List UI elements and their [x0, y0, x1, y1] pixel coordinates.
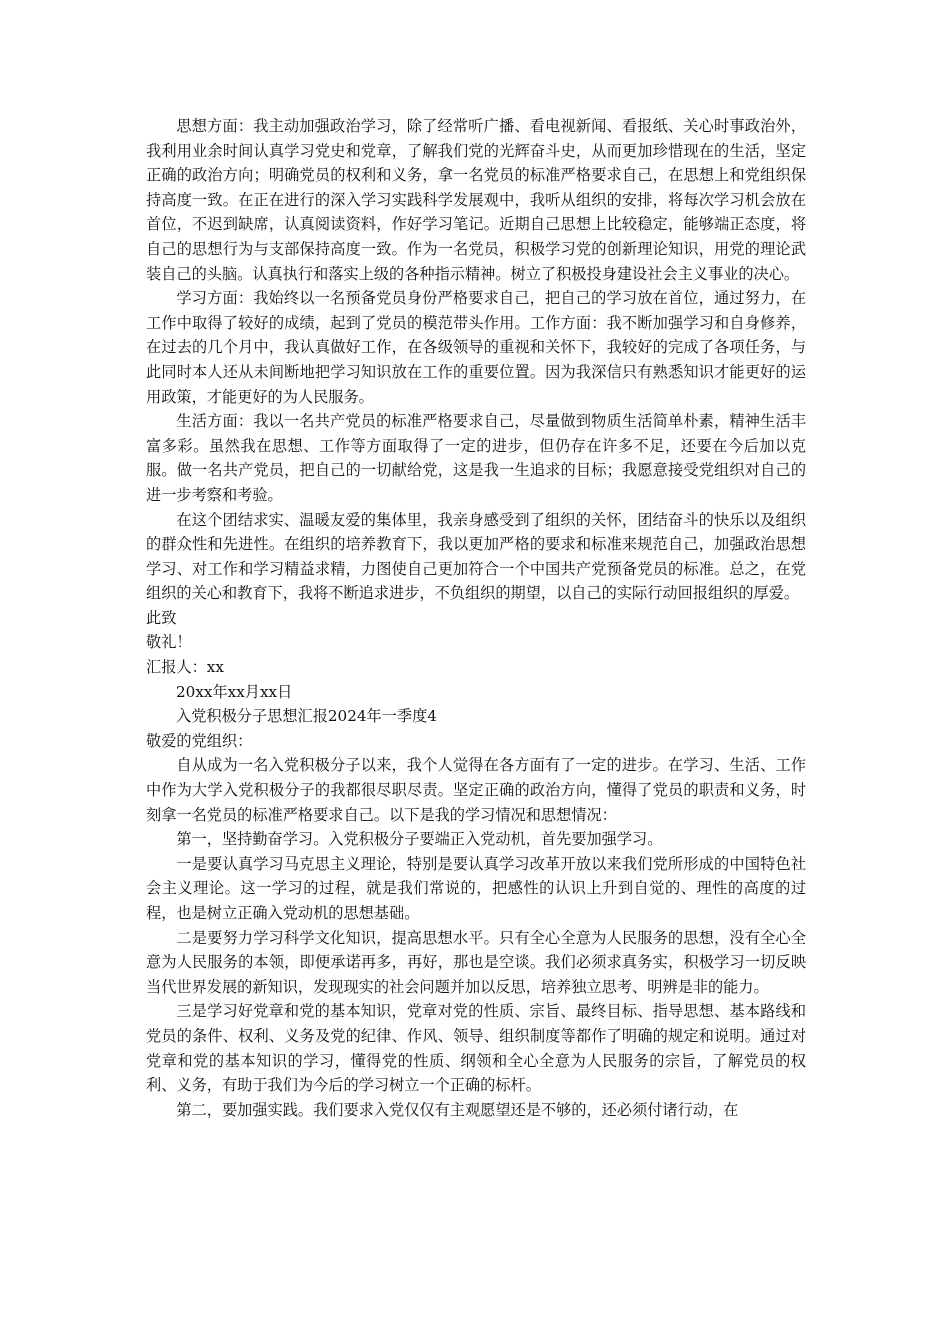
document-body — [146, 114, 806, 1122]
second-paragraph-practice: 第二，要加强实践。我们要求入党仅仅有主观愿望还是不够的，还必须付诸行动，在 — [176, 1100, 739, 1119]
second-paragraph-marxism: 一是要认真学习马克思主义理论，特别是要认真学习改革开放以来我们党所形成的中国特色社会主义理论。这一学习的过程，就是我们常说的，把感性的认识上升到自觉的、理性的高度的过程，也是树立正确入党动机的思想基础。 — [146, 854, 806, 922]
second-paragraph-science: 二是要努力学习科学文化知识，提高思想水平。只有全心全意为人民服务的思想，没有全心全意为人民服务的本领，即便承诺再多，再好，那也是空谈。我们必须求真务实，积极学习一切反映当代世界发展的新知识，发现现实的社会问题并加以反思，培养独立思考、明辨是非的能力。 — [146, 928, 806, 996]
reporter-line: 汇报人：xx — [146, 658, 224, 677]
second-paragraph-intro: 自从成为一名入党积极分子以来，我个人觉得在各方面有了一定的进步。在学习、生活、工作中作为大学入党积极分子的我都很尽职尽责。坚定正确的政治方向，懂得了党员的职责和义务，时刻拿一名党员的标准严格要求自己。以下是我的学习情况和思想情况： — [146, 756, 806, 824]
paragraph-study: 学习方面：我始终以一名预备党员身份严格要求自己，把自己的学习放在首位，通过努力，在工作中取得了较好的成绩，起到了党员的模范带头作用。工作方面：我不断加强学习和自身修养，在过去的几个月中，我认真做好工作，在各级领导的重视和关怀下，我较好的完成了各项任务，与此同时本人还从未间断地把学习知识放在工作的重要位置。因为我深信只有熟悉知识才能更好的运用政策，才能更好的为人民服务。 — [146, 289, 806, 406]
paragraph-thought: 思想方面：我主动加强政治学习，除了经常听广播、看电视新闻、看报纸、关心时事政治外，我利用业余时间认真学习党史和党章，了解我们党的光辉奋斗史，从而更加珍惜现在的生活，坚定正确的政治方向；明确党员的权利和义务，拿一名党员的标准严格要求自己，在思想上和党组织保持高度一致。在正在进行的深入学习实践科学发展观中，我听从组织的安排，将每次学习机会放在首位，不迟到缺席，认真阅读资料，作好学习笔记。近期自己思想上比较稳定，能够端正态度，将自己的思想行为与支部保持高度一致。作为一名党员，积极学习党的创新理论知识，用党的理论武装自己的头脑。认真执行和落实上级的各种指示精神。树立了积极投身建设社会主义事业的决心。 — [146, 117, 806, 283]
second-report-title: 入党积极分子思想汇报2024年一季度4 — [176, 707, 437, 726]
closing-line-1: 此致 — [146, 608, 177, 627]
date-line: 20xx年xx月xx日 — [176, 682, 293, 701]
paragraph-collective: 在这个团结求实、温暖友爱的集体里，我亲身感受到了组织的关怀，团结奋斗的快乐以及组织的群众性和先进性。在组织的培养教育下，我以更加严格的要求和标准来规范自己，加强政治思想学习、对工作和学习精益求精，力图使自己更加符合一个中国共产党预备党员的标准。总之，在党组织的关心和教育下，我将不断追求进步，不负组织的期望，以自己的实际行动回报组织的厚爱。 — [146, 510, 806, 603]
second-report-salutation: 敬爱的党组织： — [146, 731, 253, 750]
closing-line-2: 敬礼！ — [146, 633, 192, 652]
second-paragraph-first: 第一，坚持勤奋学习。入党积极分子要端正入党动机，首先要加强学习。 — [176, 830, 663, 849]
paragraph-life: 生活方面：我以一名共产党员的标准严格要求自己，尽量做到物质生活简单朴素，精神生活丰富多彩。虽然我在思想、工作等方面取得了一定的进步，但仍存在许多不足，还要在今后加以克服。做一名共产党员，把自己的一切献给党，这是我一生追求的目标；我愿意接受党组织对自己的进一步考察和考验。 — [146, 412, 806, 504]
second-paragraph-charter: 三是学习好党章和党的基本知识，党章对党的性质、宗旨、最终目标、指导思想、基本路线和党员的条件、权利、义务及党的纪律、作风、领导、组织制度等都作了明确的规定和说明。通过对党章和党的基本知识的学习，懂得党的性质、纲领和全心全意为人民服务的宗旨，了解党员的权利、义务，有助于我们为今后的学习树立一个正确的标杆。 — [146, 1002, 806, 1095]
